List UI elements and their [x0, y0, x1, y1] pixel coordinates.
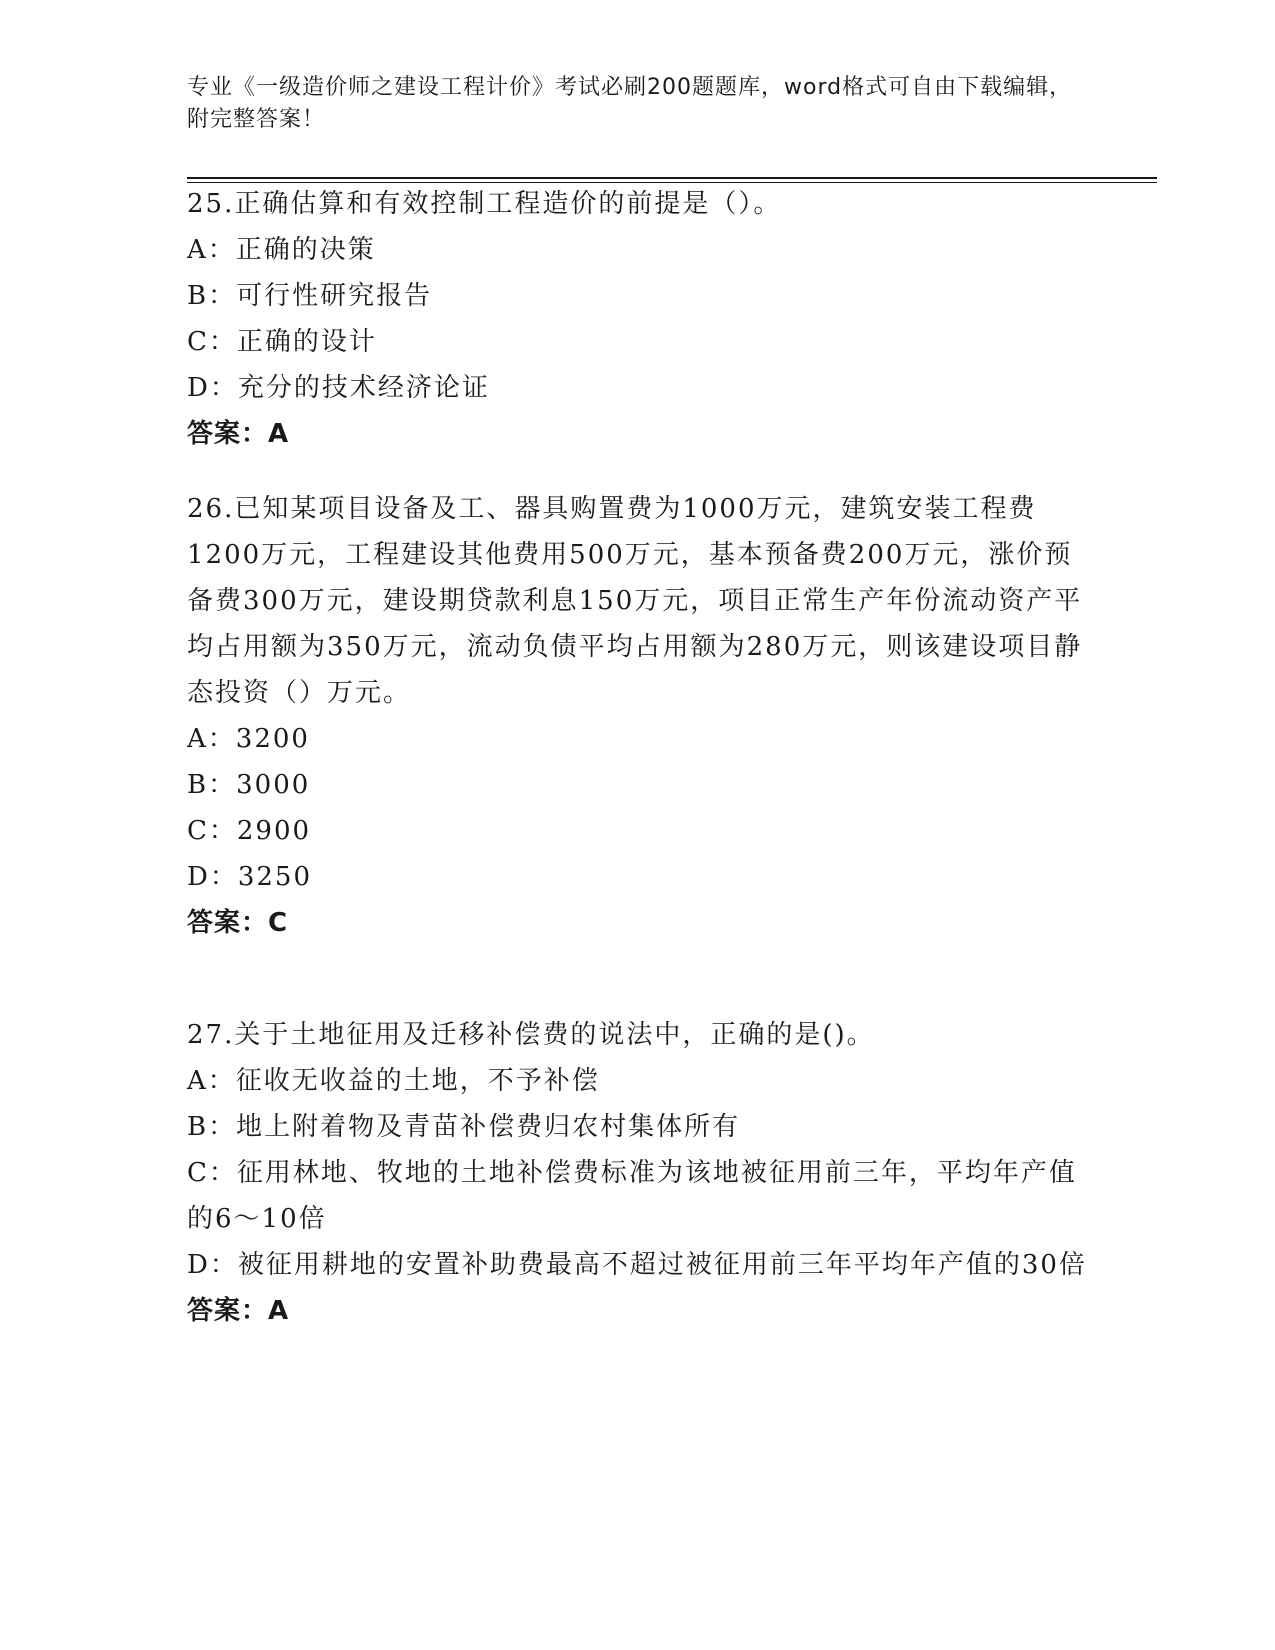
- option-d: D：3250: [187, 862, 313, 892]
- option-d: D：充分的技术经济论证: [187, 373, 490, 403]
- option-c: C：征用林地、牧地的土地补偿费标准为该地被征用前三年，平均年产值的6～10倍: [187, 1158, 1077, 1234]
- option-c: C：正确的设计: [187, 327, 377, 357]
- document-header: 专业《一级造价师之建设工程计价》考试必刷200题题库，word格式可自由下载编辑，附完整答案！: [187, 75, 1073, 132]
- header-divider-thick: [187, 177, 1157, 179]
- option-b: B：可行性研究报告: [187, 281, 433, 311]
- option-b: B：3000: [187, 770, 311, 800]
- answer-label: 答案：C: [187, 908, 289, 938]
- option-b: B：地上附着物及青苗补偿费归农村集体所有: [187, 1112, 741, 1142]
- question-27: [187, 1012, 1087, 1334]
- option-a: A：征收无收益的土地，不予补偿: [187, 1066, 600, 1096]
- option-c: C：2900: [187, 816, 312, 846]
- question-stem: 25.正确估算和有效控制工程造价的前提是（）。: [187, 189, 782, 219]
- question-stem: 26.已知某项目设备及工、器具购置费为1000万元，建筑安装工程费1200万元，工程建设其他费用500万元，基本预备费200万元，涨价预备费300万元，建设期贷款利息150万元，项目正常生产年份流动资产平均占用额为350万元，流动负债平均占用额为280万元，则该建设项目静态投资（）万元。: [187, 494, 1083, 708]
- answer-label: 答案：A: [187, 419, 290, 449]
- answer-label: 答案：A: [187, 1296, 290, 1326]
- question-26: [187, 486, 1087, 946]
- question-25: [187, 181, 1087, 457]
- option-d: D：被征用耕地的安置补助费最高不超过被征用前三年平均年产值的30倍: [187, 1250, 1087, 1280]
- question-stem: 27.关于土地征用及迁移补偿费的说法中，正确的是()。: [187, 1020, 875, 1050]
- option-a: A：3200: [187, 724, 310, 754]
- option-a: A：正确的决策: [187, 235, 376, 265]
